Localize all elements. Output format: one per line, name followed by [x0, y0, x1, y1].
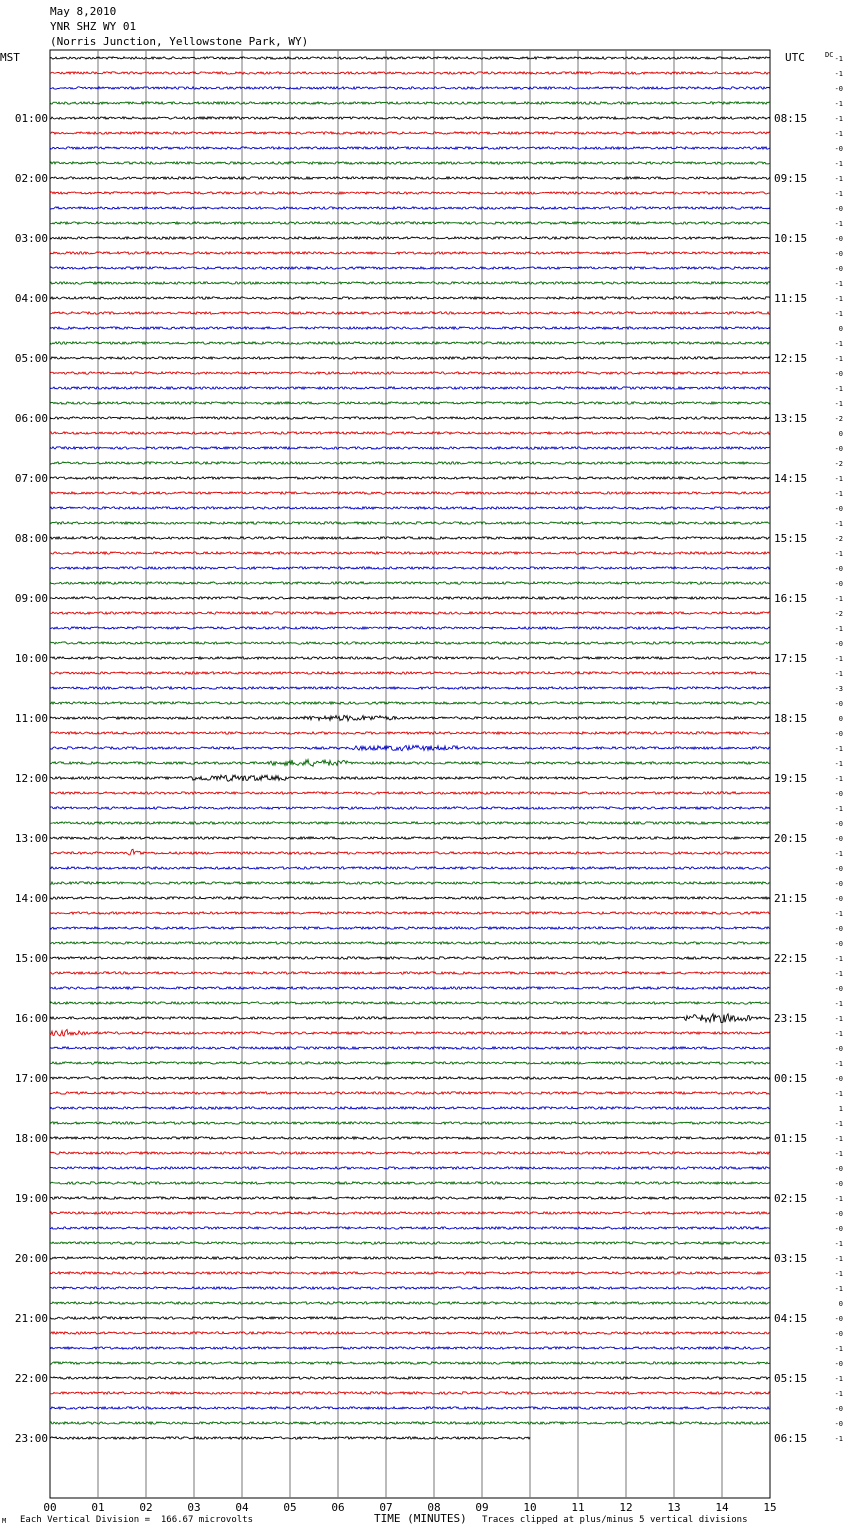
dc-offset-80: -1 [834, 1255, 843, 1263]
dc-offset-36: -1 [834, 595, 843, 603]
dc-offset-86: -1 [834, 1345, 843, 1353]
dc-offset-63: -1 [834, 1000, 843, 1008]
trace-46 [50, 745, 770, 750]
dc-offset-8: -1 [834, 175, 843, 183]
dc-offset-74: -0 [834, 1165, 843, 1173]
x-tick-label: 12 [619, 1501, 633, 1514]
dc-offset-88: -1 [834, 1375, 843, 1383]
trace-87 [50, 1362, 770, 1364]
x-tick-label: 14 [715, 1501, 729, 1514]
trace-6 [50, 147, 770, 149]
dc-offset-85: -0 [834, 1330, 843, 1338]
dc-offset-91: -0 [834, 1420, 843, 1428]
right-hour-label: 17:15 [774, 652, 808, 665]
dc-offset-14: -0 [834, 265, 843, 273]
trace-62 [50, 987, 770, 989]
right-timezone-label: UTC [785, 51, 805, 64]
trace-83 [50, 1302, 770, 1304]
trace-42 [50, 687, 770, 689]
trace-11 [50, 222, 770, 224]
right-hour-label: 10:15 [774, 232, 808, 245]
right-hour-label: 18:15 [774, 712, 808, 725]
header-station: YNR SHZ WY 01 [50, 20, 137, 33]
x-tick-label: 08 [427, 1501, 441, 1514]
x-axis-title: TIME (MINUTES) [374, 1512, 467, 1525]
x-tick-label: 02 [139, 1501, 153, 1514]
dc-offset-68: -0 [834, 1075, 843, 1083]
trace-35 [50, 582, 770, 584]
left-hour-label: 06:00 [14, 412, 48, 425]
dc-offset-83: 0 [838, 1300, 843, 1308]
trace-2 [50, 87, 770, 89]
right-hour-label: 04:15 [774, 1312, 808, 1325]
right-hour-label: 09:15 [774, 172, 808, 185]
right-hour-label: 19:15 [774, 772, 808, 785]
trace-84 [50, 1317, 770, 1319]
trace-17 [50, 312, 770, 314]
dc-offset-53: -1 [834, 850, 843, 858]
trace-45 [50, 732, 770, 734]
dc-offset-52: -0 [834, 835, 843, 843]
dc-offset-24: -2 [834, 415, 843, 423]
dc-offset-31: -1 [834, 520, 843, 528]
trace-91 [50, 1422, 770, 1424]
axis-labels [0, 51, 843, 1514]
left-hour-label: 19:00 [14, 1192, 48, 1205]
dc-offset-35: -0 [834, 580, 843, 588]
trace-13 [50, 252, 770, 254]
dc-offset-54: -0 [834, 865, 843, 873]
trace-68 [50, 1077, 770, 1079]
trace-34 [50, 567, 770, 569]
dc-offset-60: -1 [834, 955, 843, 963]
trace-22 [50, 387, 770, 389]
trace-82 [50, 1287, 770, 1289]
trace-30 [50, 507, 770, 509]
trace-32 [50, 537, 770, 539]
trace-33 [50, 552, 770, 554]
trace-65 [50, 1030, 770, 1037]
dc-offset-29: -1 [834, 490, 843, 498]
trace-3 [50, 102, 770, 104]
dc-offset-78: -0 [834, 1225, 843, 1233]
dc-offset-65: -1 [834, 1030, 843, 1038]
trace-19 [50, 342, 770, 344]
dc-offset-47: -1 [834, 760, 843, 768]
trace-50 [50, 807, 770, 809]
dc-offset-27: -2 [834, 460, 843, 468]
trace-51 [50, 822, 770, 824]
trace-36 [50, 597, 770, 599]
dc-offset-75: -0 [834, 1180, 843, 1188]
dc-offset-26: -0 [834, 445, 843, 453]
trace-61 [50, 972, 770, 974]
left-hour-label: 20:00 [14, 1252, 48, 1265]
dc-offset-41: -1 [834, 670, 843, 678]
trace-85 [50, 1332, 770, 1334]
trace-75 [50, 1182, 770, 1184]
left-hour-label: 08:00 [14, 532, 48, 545]
left-hour-label: 21:00 [14, 1312, 48, 1325]
trace-71 [50, 1122, 770, 1124]
trace-80 [50, 1257, 770, 1259]
dc-offset-30: -0 [834, 505, 843, 513]
dc-offset-69: -1 [834, 1090, 843, 1098]
dc-offset-16: -1 [834, 295, 843, 303]
x-tick-label: 10 [523, 1501, 537, 1514]
right-hour-label: 23:15 [774, 1012, 808, 1025]
trace-38 [50, 627, 770, 629]
dc-offset-61: -1 [834, 970, 843, 978]
right-hour-label: 16:15 [774, 592, 808, 605]
left-hour-label: 14:00 [14, 892, 48, 905]
trace-60 [50, 957, 770, 959]
trace-8 [50, 177, 770, 179]
trace-79 [50, 1242, 770, 1244]
dc-offset-4: -1 [834, 115, 843, 123]
dc-offset-42: -3 [834, 685, 843, 693]
left-hour-label: 13:00 [14, 832, 48, 845]
dc-offset-56: -0 [834, 895, 843, 903]
trace-52 [50, 837, 770, 839]
dc-offset-40: -1 [834, 655, 843, 663]
right-hour-label: 14:15 [774, 472, 808, 485]
dc-offset-23: -1 [834, 400, 843, 408]
grid-lines [50, 50, 770, 1498]
left-hour-label: 17:00 [14, 1072, 48, 1085]
trace-10 [50, 207, 770, 209]
right-hour-label: 11:15 [774, 292, 808, 305]
dc-offset-58: -0 [834, 925, 843, 933]
trace-88 [50, 1377, 770, 1379]
dc-offset-34: -0 [834, 565, 843, 573]
dc-offset-17: -1 [834, 310, 843, 318]
trace-31 [50, 522, 770, 524]
dc-offset-57: -1 [834, 910, 843, 918]
trace-15 [50, 282, 770, 284]
x-tick-label: 06 [331, 1501, 345, 1514]
right-hour-label: 15:15 [774, 532, 808, 545]
dc-offset-21: -0 [834, 370, 843, 378]
trace-9 [50, 192, 770, 194]
dc-offset-66: -0 [834, 1045, 843, 1053]
dc-offset-59: -0 [834, 940, 843, 948]
dc-offset-92: -1 [834, 1435, 843, 1443]
left-hour-label: 09:00 [14, 592, 48, 605]
left-hour-label: 07:00 [14, 472, 48, 485]
right-hour-label: 20:15 [774, 832, 808, 845]
trace-37 [50, 612, 770, 614]
trace-5 [50, 132, 770, 134]
x-tick-label: 01 [91, 1501, 105, 1514]
left-hour-label: 15:00 [14, 952, 48, 965]
trace-18 [50, 327, 770, 329]
trace-44 [50, 715, 770, 720]
trace-47 [50, 760, 770, 767]
x-tick-label: 11 [571, 1501, 585, 1514]
dc-offset-5: -1 [834, 130, 843, 138]
trace-78 [50, 1227, 770, 1229]
trace-41 [50, 672, 770, 674]
x-tick-label: 05 [283, 1501, 297, 1514]
left-hour-label: 12:00 [14, 772, 48, 785]
left-hour-label: 01:00 [14, 112, 48, 125]
left-hour-label: 02:00 [14, 172, 48, 185]
trace-12 [50, 237, 770, 239]
left-hour-label: 10:00 [14, 652, 48, 665]
trace-66 [50, 1047, 770, 1049]
trace-81 [50, 1272, 770, 1274]
dc-offset-84: -0 [834, 1315, 843, 1323]
plot-frame [50, 50, 770, 1498]
trace-72 [50, 1137, 770, 1139]
dc-offset-25: 0 [838, 430, 843, 438]
dc-offset-43: -0 [834, 700, 843, 708]
dc-offset-87: -0 [834, 1360, 843, 1368]
dc-offset-45: -0 [834, 730, 843, 738]
trace-16 [50, 297, 770, 299]
dc-offset-81: -1 [834, 1270, 843, 1278]
trace-76 [50, 1197, 770, 1199]
trace-86 [50, 1347, 770, 1349]
dc-offset-9: -1 [834, 190, 843, 198]
left-timezone-label: MST [0, 51, 20, 64]
trace-7 [50, 162, 770, 164]
trace-29 [50, 492, 770, 494]
trace-28 [50, 477, 770, 479]
dc-offset-50: -1 [834, 805, 843, 813]
dc-offset-55: -0 [834, 880, 843, 888]
dc-offset-89: -1 [834, 1390, 843, 1398]
dc-offset-11: -1 [834, 220, 843, 228]
dc-offset-3: -1 [834, 100, 843, 108]
trace-59 [50, 942, 770, 944]
right-hour-label: 00:15 [774, 1072, 808, 1085]
trace-lines [50, 57, 770, 1439]
trace-55 [50, 882, 770, 884]
left-hour-label: 11:00 [14, 712, 48, 725]
trace-90 [50, 1407, 770, 1409]
trace-67 [50, 1062, 770, 1064]
dc-offset-62: -0 [834, 985, 843, 993]
right-hour-label: 21:15 [774, 892, 808, 905]
dc-offset-76: -1 [834, 1195, 843, 1203]
trace-58 [50, 927, 770, 929]
dc-offset-67: -1 [834, 1060, 843, 1068]
dc-offset-18: 0 [838, 325, 843, 333]
trace-74 [50, 1167, 770, 1169]
dc-offset-13: -0 [834, 250, 843, 258]
dc-offset-70: 1 [838, 1105, 843, 1113]
dc-offset-12: -0 [834, 235, 843, 243]
right-hour-label: 02:15 [774, 1192, 808, 1205]
dc-offset-39: -0 [834, 640, 843, 648]
trace-14 [50, 267, 770, 269]
left-hour-label: 05:00 [14, 352, 48, 365]
right-hour-label: 05:15 [774, 1372, 808, 1385]
dc-offset-15: -1 [834, 280, 843, 288]
dc-offset-82: -1 [834, 1285, 843, 1293]
dc-offset-38: -1 [834, 625, 843, 633]
dc-offset-28: -1 [834, 475, 843, 483]
dc-offset-79: -1 [834, 1240, 843, 1248]
right-hour-label: 08:15 [774, 112, 808, 125]
right-hour-label: 22:15 [774, 952, 808, 965]
trace-53 [50, 849, 770, 855]
x-tick-label: 03 [187, 1501, 201, 1514]
right-hour-label: 12:15 [774, 352, 808, 365]
dc-offset-33: -1 [834, 550, 843, 558]
left-hour-label: 23:00 [14, 1432, 48, 1445]
dc-offset-10: -0 [834, 205, 843, 213]
right-hour-label: 03:15 [774, 1252, 808, 1265]
dc-offset-77: -0 [834, 1210, 843, 1218]
trace-21 [50, 372, 770, 374]
dc-offset-73: -1 [834, 1150, 843, 1158]
x-tick-label: 07 [379, 1501, 393, 1514]
trace-24 [50, 417, 770, 419]
dc-offset-44: 0 [838, 715, 843, 723]
dc-offset-22: -1 [834, 385, 843, 393]
trace-56 [50, 897, 770, 899]
dc-offset-72: -1 [834, 1135, 843, 1143]
dc-offset-20: -1 [834, 355, 843, 363]
trace-20 [50, 357, 770, 359]
trace-48 [50, 775, 770, 781]
dc-offset-37: -2 [834, 610, 843, 618]
trace-77 [50, 1212, 770, 1214]
trace-4 [50, 117, 770, 119]
dc-label: DC [825, 51, 834, 59]
header-location: (Norris Junction, Yellowstone Park, WY) [50, 35, 309, 48]
clip-note: Traces clipped at plus/minus 5 vertical divisions [482, 1515, 748, 1525]
trace-64 [50, 1014, 770, 1023]
trace-26 [50, 447, 770, 449]
dc-offset-1: -1 [834, 70, 843, 78]
dc-offset-32: -2 [834, 535, 843, 543]
dc-offset-48: -1 [834, 775, 843, 783]
dc-offset-51: -0 [834, 820, 843, 828]
x-tick-label: 04 [235, 1501, 249, 1514]
trace-89 [50, 1392, 770, 1394]
trace-49 [50, 792, 770, 794]
x-tick-label: 15 [763, 1501, 777, 1514]
trace-1 [50, 72, 770, 74]
x-tick-label: 00 [43, 1501, 57, 1514]
trace-25 [50, 432, 770, 434]
left-hour-label: 03:00 [14, 232, 48, 245]
trace-63 [50, 1002, 770, 1004]
dc-offset-64: -1 [834, 1015, 843, 1023]
dc-offset-46: -1 [834, 745, 843, 753]
right-hour-label: 01:15 [774, 1132, 808, 1145]
trace-73 [50, 1152, 770, 1154]
dc-offset-0: -1 [834, 55, 843, 63]
dc-offset-49: -0 [834, 790, 843, 798]
x-tick-label: 13 [667, 1501, 681, 1514]
x-tick-label: 09 [475, 1501, 489, 1514]
trace-43 [50, 702, 770, 704]
left-hour-label: 16:00 [14, 1012, 48, 1025]
trace-69 [50, 1092, 770, 1094]
dc-offset-6: -0 [834, 145, 843, 153]
dc-offset-19: -1 [834, 340, 843, 348]
dc-offset-2: -0 [834, 85, 843, 93]
trace-54 [50, 867, 770, 869]
trace-27 [50, 462, 770, 464]
trace-40 [50, 657, 770, 659]
trace-39 [50, 642, 770, 644]
left-hour-label: 22:00 [14, 1372, 48, 1385]
trace-23 [50, 402, 770, 404]
trace-0 [50, 57, 770, 59]
dc-offset-71: -1 [834, 1120, 843, 1128]
scale-note: Each Vertical Division = 166.67 microvolts [20, 1515, 253, 1525]
dc-offset-7: -1 [834, 160, 843, 168]
left-hour-label: 18:00 [14, 1132, 48, 1145]
trace-70 [50, 1107, 770, 1109]
corner-mark: M [2, 1517, 7, 1525]
trace-57 [50, 912, 770, 914]
right-hour-label: 13:15 [774, 412, 808, 425]
header-date: May 8,2010 [50, 5, 117, 18]
dc-offset-90: -0 [834, 1405, 843, 1413]
right-hour-label: 06:15 [774, 1432, 808, 1445]
left-hour-label: 04:00 [14, 292, 48, 305]
